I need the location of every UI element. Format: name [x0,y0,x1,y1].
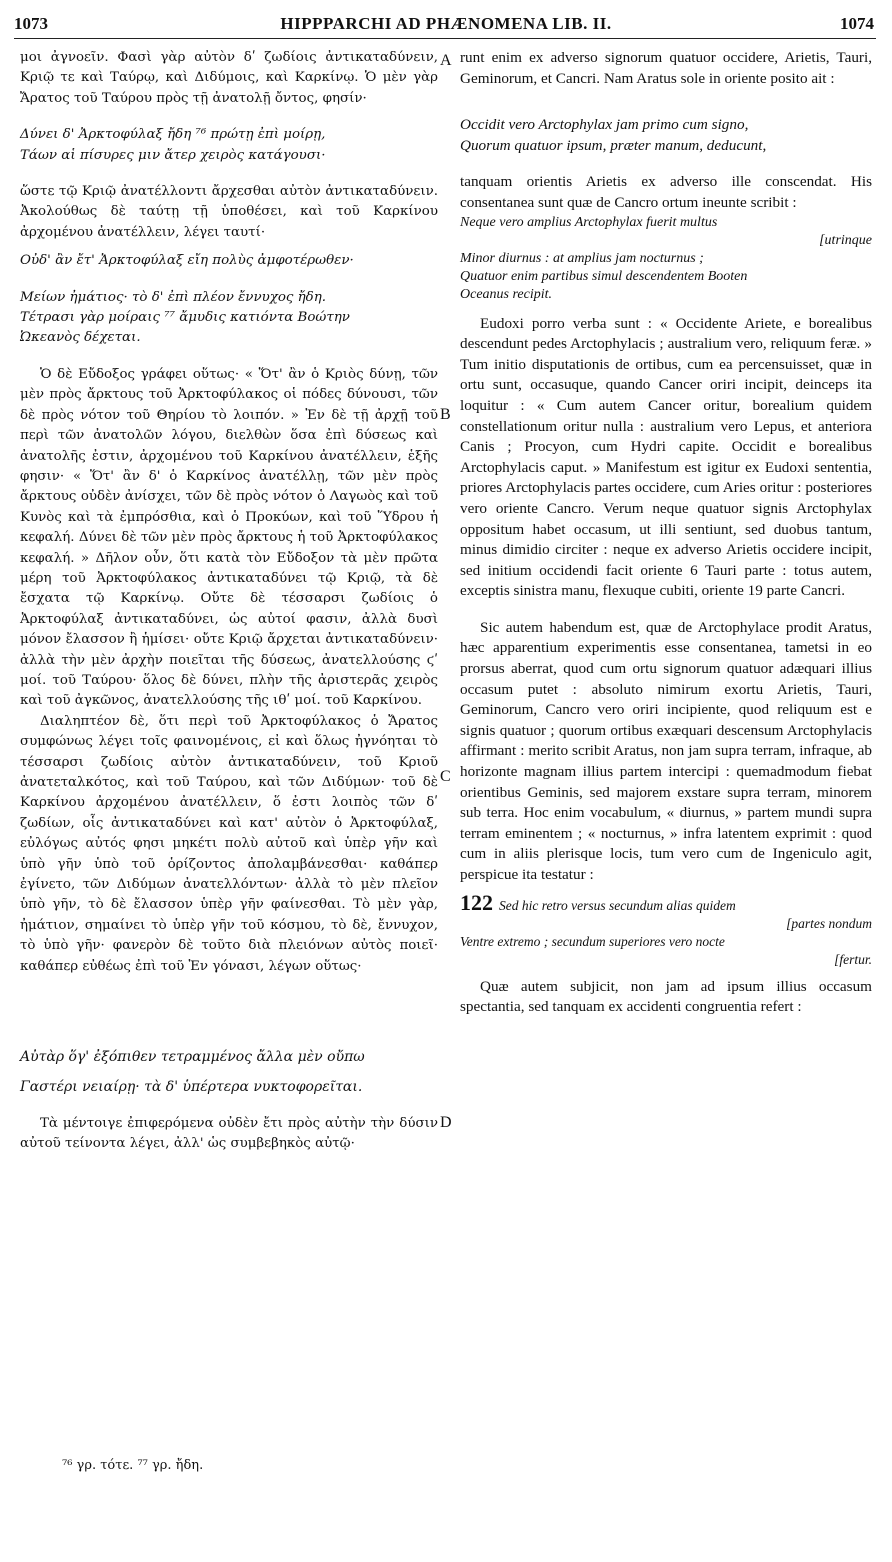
margin-letter-a: A [440,52,452,69]
greek-verse-line: Δύνει δ' Ἀρκτοφύλαξ ἤδη ⁷⁶ πρώτῃ ἐπὶ μοίρῃ, [20,127,326,143]
latin-verse-line: Occidit vero Arctophylax jam primo cum signo, [460,116,749,134]
greek-paragraph: μοι ἀγνοεῖν. Φασὶ γὰρ αὐτὸν δʹ ζωδίοις ἀντικαταδύνειν, Κριῷ τε καὶ Ταύρῳ, καὶ Διδύμοις, καὶ Καρκίνῳ. Ὁ μὲν γὰρ Ἄρατος τοῦ Ταύρου πρὸς τῇ ἀνατολῇ ὄντος, φησίν· [20,50,438,106]
latin-verse-line: Ventre extremo ; secundum superiores vero nocte [460,933,725,949]
greek-paragraph: Διαληπτέον δὲ, ὅτι περὶ τοῦ Ἀρκτοφύλακος ὁ Ἄρατος συμφώνως λέγει τοῖς φαινομένοις, εἰ καὶ ὅλως ἠγνόηται τὸ τέσσαρσι ζωδίοις αὐτὸν ἀντικαταδύνειν, τοῦ Κριοῦ ἀνατεταλκότος, καὶ τοῦ Ταύρου, καὶ τῶν Διδύμων· τοῦ δὲ Καρκίνου ἀρχομένου ἀνατέλλειν, ὅ ἐστι λοιπὸς τῶν δʹ ζωδίων, οἷς ἀντικαταδύνει καὶ κατ' αὐτὸν ὁ Ἀρκτοφύλαξ, εὐλόγως αὐτός φησι μηκέτι πολὺ αὐτοῦ καὶ ὑπὲρ γῆν καὶ ὑπὸ γῆν ὑπὸ τοῦ ὁρίζοντος ἀπολαμβάνεσθαι· καθάπερ ἐγίνετο, τῶν Διδύμων ἀνατελλόντων· ἀλλὰ τὸ μὲν πλεῖον ὑπὸ γῆν, τὸ δὲ ἔλασσον ὑπὲρ γῆν φαίνεσθαι. Τὸ μὲν γὰρ, ἠμάτιον, σημαίνει τὸ ὑπὲρ γῆν τοῦ κόσμου, τὸ δὲ, ἔννυχον, τὸ ὑπὸ γῆν· φανερὸν δὲ τοῦτο διὰ πλειόνων αὐτὸς ποιεῖ· καθάπερ εὐθέως ἐπὶ τοῦ Ἐν γόνασι, λέγων οὕτως· [20,713,438,974]
greek-verse-line: Ὠκεανὸς δέχεται. [20,330,141,346]
greek-paragraph: ὥστε τῷ Κριῷ ἀνατέλλοντι ἄρχεσθαι αὐτὸν ἀντικαταδύνειν. Ἀκολούθως δὲ ταύτῃ τῇ ὑποθέσει, καὶ τοῦ Καρκίνου ἀρχομένου ἀνατέλλειν, λέγει ταυτί· [20,184,438,240]
latin-verse-line: 122 Sed hic retro versus secundum alias quidem [460,889,736,915]
greek-verse-line: Αὐτὰρ ὅγ' ἐξόπιθεν τετραμμένος ἄλλα μὲν οὔπω [20,1049,365,1066]
latin-paragraph: Quæ autem subjicit, non jam ad ipsum illius occasum spectantia, sed tanquam ex accidenti congruentia refert : [460,977,872,1016]
latin-paragraph: tanquam orientis Arietis ex adverso ille conscendat. His consentanea sunt quæ de Cancro ortum ineunte scribit : [460,173,872,211]
margin-letter-b: B [440,406,451,423]
greek-paragraph: Τὰ μέντοιγε ἐπιφερόμενα οὐδὲν ἔτι πρὸς αὐτὴν τὴν δύσιν αὐτοῦ τείνοντα λέγει, ἀλλ' ὡς συμβεβηκὸς αὐτῷ· [20,1115,438,1152]
greek-verse-line: Τάων αἱ πίσυρες μιν ἄτερ χειρὸς κατάγουσι· [20,147,326,163]
greek-verse-line: Γαστέρι νειαίρῃ· τὰ δ' ὑπέρτερα νυκτοφορεῖται. [20,1079,363,1096]
verse-number: 122 [460,889,493,915]
latin-verse-line: Quorum quatuor ipsum, præter manum, deducunt, [460,136,767,154]
latin-paragraph: Sic autem habendum est, quæ de Arctophylace prodit Aratus, hæc apparentium experimentis esse consentanea, tametsi in eo prorsus aberrat, quod cum ortu signorum quatuor adæquari illius occasum putet : absoluto nimirum exortu Arietis, Tauri, Geminorum, Cancro vero oriri incipiente, quod reliquum est e signis quatuor ; quorum ortibus exæquari descensum Arctophylacis affirmant : merito scribit Aratus, non jam supra terram, infraque, ab horizonte magnam illius partem intercipi : quemadmodum fiebat orientibus Geminis, sed majorem exstare supra terram, minorem sub terra. Hoc enim vocabulum, « diurnus, » partem mundi supra terram eminentem ; « nocturnus, » infra latentem exprimit : quod cum in aliis plerisque locis, tum vero cum de Ingeniculo agit, perspicue ita testatur : [460,618,872,883]
latin-column [460,48,872,1018]
latin-verse-block [460,889,872,969]
page-number-right: 1074 [840,14,874,33]
latin-verse-turnover: [partes nondum [786,915,872,931]
latin-paragraph: Eudoxi porro verba sunt : « Occidente Ariete, e borealibus descendunt pedes Arctophylacis ; australium vero, reliquum feræ. » Tum initio disputationis de ortibus, cum ea percensuisset, quæ in ortu sunt, occasuque, quando Cancer oriri incipit, deinceps ita loquitur : « Cum autem Cancer oritur, borealium quidem constellationum oritur nulla : australium vero Lepus, et anteriora Canis ; Procyon, cum Hydri capite. Occidit e borealibus Arctophylacis caput. » Manifestum est igitur ex Eudoxi sententia, priores Arctophylacis partes occidere, cum Aries oritur : posteriores vero oriente Cancro. Verum neque quatuor signis Arctophylax oppositum habet occasum, ut illi sentiunt, sed duobus tantum, minus dimidio circiter : neque ex adverso Arietis occidere incipit, sed initium occidendi facit oriente 6 Tauri parte : totus autem, exceptis sinistra manu, flexuque cubiti, oriente 19 parte Cancri. [460,314,872,600]
latin-verse-turnover: [fertur. [834,951,872,967]
margin-letter-d: D [440,1114,452,1131]
margin-letter-c: C [440,768,451,785]
running-header [0,8,892,36]
header-title: HIPPPARCHI AD PHÆNOMENA LIB. II. [280,14,612,33]
greek-verse-line: Τέτρασι γὰρ μοίραις ⁷⁷ ἄμυδις κατιόντα Βοώτην [20,310,350,326]
greek-verse-line: Μείων ἠμάτιος· τὸ δ' ἐπὶ πλέον ἔννυχος ἤδη. [20,289,327,305]
header-rule [14,38,876,39]
latin-paragraph: runt enim ex adverso signorum quatuor occidere, Arietis, Tauri, Geminorum, et Cancri. Nam Aratus sole in oriente posito ait : [460,49,872,87]
latin-verse-line: Oceanus recipit. [460,286,553,302]
latin-verse-line: Minor diurnus : at amplius jam nocturnus ; [460,250,704,266]
greek-column [20,48,438,1155]
latin-verse-line: Neque vero amplius Arctophylax fuerit multus [460,214,718,230]
greek-paragraph: Ὁ δὲ Εὔδοξος γράφει οὕτως· « Ὅτ' ἂν ὁ Κριὸς δύνῃ, τῶν μὲν πρὸς ἄρκτους τοῦ Ἀρκτοφύλακος οἱ πόδες δύνουσι, τῶν δὲ πρὸς νότον τοῦ Θηρίου τὸ λοιπόν. » Ἐν δὲ τῇ ἀρχῇ τοῦ περὶ τῶν ἀνατολῶν λόγου, διελθὼν ὅσα ἐπὶ δύσεως καὶ ἀνατολῆς ἐστιν, ἀρχομένου τοῦ Καρκίνου ἀνατέλλειν, ἑξῆς φησιν· « Ὅτ' ἂν δ' ὁ Καρκίνος ἀνατέλλῃ, τῶν μὲν πρὸς ἄρκτους οὐδὲν ἀνίσχει, τῶν δὲ πρὸς νότον ὁ Λαγωὸς καὶ τοῦ Κυνὸς καὶ τὰ ἐμπρόσθια, καὶ ὁ Προκύων, καὶ τοῦ Ὕδρου ἡ κεφαλή. Δύνει δὲ τῶν μὲν πρὸς ἄρκτους ἡ τοῦ Ἀρκτοφύλακος κεφαλή. » Δῆλον οὖν, ὅτι κατὰ τὸν Εὔδοξον τὰ μὲν πρῶτα μέρη τοῦ Ἀρκτοφύλακος ἀντικαταδύνει τῷ Κριῷ, τὰ δὲ ἔσχατα τῷ Καρκίνῳ. Οὔτε δὲ τέσσαρσι ζωδίοις ὁ Ἀρκτοφύλαξ ἀντικαταδύνει, ὡς αὐτοί φασιν, ἀλλὰ δυσὶ μόνον ἔλασσον ἢ ἡμίσει· οὔτε Κριῷ ἄρχεται ἀντικαταδύνειν· ἀλλὰ τὴν μὲν ἀρχὴν ποιεῖται τῆς δύσεως, ἀνατελλούσης ϛʹ μοί. τοῦ Ταύρου· ὅλος δὲ δύνει, πλὴν τῆς ἀριστερᾶς χειρὸς καὶ τοῦ ἀγκῶνος, ἀνατελλούσης τῆς ιθʹ μοί. τοῦ Καρκίνου. [20,366,438,709]
page-number-left: 1073 [14,14,48,33]
latin-verse-line: Quatuor enim partibus simul descendentem Booten [460,268,748,284]
footnotes: ⁷⁶ γρ. τότε. ⁷⁷ γρ. ἤδη. [62,1458,204,1473]
latin-verse-turnover: [utrinque [819,232,872,248]
latin-verse-block [460,214,872,304]
greek-verse-line: Οὐδ' ἂν ἔτ' Ἀρκτοφύλαξ εἴη πολὺς ἀμφοτέρωθεν· [20,253,354,269]
